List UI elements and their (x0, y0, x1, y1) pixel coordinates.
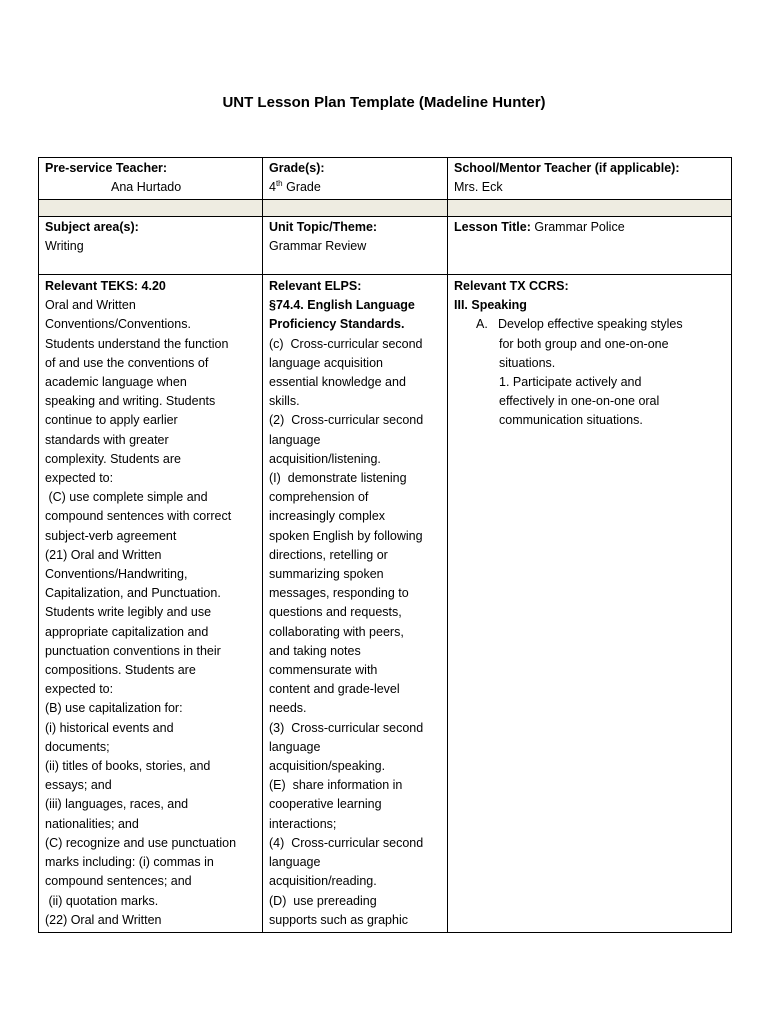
school-value: Mrs. Eck (454, 180, 503, 194)
teks-cell (39, 275, 263, 933)
elps-line: commensurate with (269, 663, 378, 678)
teks-line: of and use the conventions of (45, 355, 209, 370)
teks-line: (C) recognize and use punctuation (45, 835, 237, 850)
subject-row (39, 217, 732, 275)
lesson-line (454, 218, 725, 237)
ccrs-a-line (454, 335, 725, 354)
elps-line: spoken English by following (269, 528, 423, 543)
teks-line: continue to apply earlier (45, 413, 178, 428)
elps-line: questions and requests, (269, 605, 402, 620)
teks-line: essays; and (45, 778, 112, 793)
teks-line: compositions. Students are (45, 663, 196, 678)
unit-value: Grammar Review (269, 239, 367, 253)
ccrs-heading: III. Speaking (454, 298, 527, 313)
teks-line: (ii) quotation marks. (45, 893, 159, 908)
lesson-plan-table (38, 157, 732, 933)
header-row (39, 158, 732, 200)
elps-line: acquisition/listening. (269, 451, 381, 466)
page-title: UNT Lesson Plan Template (Madeline Hunter) (222, 94, 546, 111)
ccrs-a-line (454, 315, 725, 334)
teks-line: academic language when (45, 375, 187, 390)
elps-line: language (269, 855, 321, 870)
elps-line: needs. (269, 701, 307, 716)
shaded-cell-2 (263, 200, 448, 217)
elps-line: summarizing spoken (269, 567, 384, 582)
grade-number: 4 (269, 180, 276, 194)
elps-cell (263, 275, 448, 933)
unit-label: Unit Topic/Theme: (269, 220, 378, 234)
elps-line: (4) Cross-curricular second (269, 835, 424, 850)
grade-value (269, 178, 441, 197)
subject-label: Subject area(s): (45, 220, 139, 234)
teks-line: (22) Oral and Written (45, 912, 162, 927)
shaded-cell-1 (39, 200, 263, 217)
elps-line: language (269, 432, 321, 447)
elps-line: language acquisition (269, 355, 383, 370)
teks-line: (iii) languages, races, and (45, 797, 189, 812)
elps-line: supports such as graphic (269, 912, 408, 927)
teks-line: (ii) titles of books, stories, and (45, 759, 211, 774)
ccrs-label: Relevant TX CCRS: (454, 279, 569, 293)
teks-line: appropriate capitalization and (45, 624, 209, 639)
elps-line: acquisition/speaking. (269, 759, 386, 774)
ccrs-a-marker: A. (476, 317, 488, 332)
elps-line: comprehension of (269, 490, 369, 505)
grade-cell (263, 158, 448, 200)
ccrs-sub-line: effectively in one-on-one oral (499, 394, 660, 409)
lesson-cell (448, 217, 732, 275)
ccrs-a-line (454, 354, 725, 373)
elps-line: (D) use prereading (269, 893, 377, 908)
school-cell (448, 158, 732, 200)
elps-line: §74.4. English Language (269, 298, 415, 313)
grade-label: Grade(s): (269, 161, 325, 175)
elps-line: interactions; (269, 816, 337, 831)
teks-line: expected to: (45, 682, 114, 697)
elps-line: language (269, 739, 321, 754)
teacher-cell (39, 158, 263, 200)
teks-line: standards with greater (45, 432, 169, 447)
elps-line: messages, responding to (269, 586, 409, 601)
unit-cell (263, 217, 448, 275)
teks-line: (C) use complete simple and (45, 490, 208, 505)
elps-line: (2) Cross-curricular second (269, 413, 424, 428)
teks-line: speaking and writing. Students (45, 394, 216, 409)
elps-line: collaborating with peers, (269, 624, 404, 639)
ccrs-sub-line: communication situations. (499, 413, 643, 428)
teks-line: Capitalization, and Punctuation. (45, 586, 221, 601)
elps-line: (I) demonstrate listening (269, 471, 407, 486)
ccrs-sub-line: 1. Participate actively and (499, 375, 642, 390)
teks-line: punctuation conventions in their (45, 643, 221, 658)
elps-line: increasingly complex (269, 509, 386, 524)
teacher-name: Ana Hurtado (111, 180, 182, 194)
teks-line: complexity. Students are (45, 451, 181, 466)
elps-line: essential knowledge and (269, 375, 406, 390)
elps-line: acquisition/reading. (269, 874, 377, 889)
elps-line: cooperative learning (269, 797, 382, 812)
shaded-cell-3 (448, 200, 732, 217)
teks-line: documents; (45, 739, 110, 754)
teks-line: Students understand the function (45, 336, 229, 351)
elps-line: skills. (269, 394, 300, 409)
teks-line: Oral and Written (45, 298, 136, 313)
subject-cell (39, 217, 263, 275)
subject-value: Writing (45, 239, 84, 253)
teks-line: Students write legibly and use (45, 605, 212, 620)
teks-line: marks including: (i) commas in (45, 855, 214, 870)
ccrs-subitem (454, 373, 725, 431)
teacher-label: Pre-service Teacher: (45, 161, 168, 175)
teks-line: (21) Oral and Written (45, 547, 162, 562)
elps-line: (E) share information in (269, 778, 403, 793)
lesson-label: Lesson Title: (454, 220, 531, 234)
elps-line: (c) Cross-curricular second (269, 336, 423, 351)
ccrs-cell (448, 275, 732, 933)
lesson-value: Grammar Police (530, 220, 625, 234)
teks-line: compound sentences; and (45, 874, 192, 889)
teks-line: (i) historical events and (45, 720, 174, 735)
elps-line: and taking notes (269, 643, 361, 658)
elps-line: content and grade-level (269, 682, 400, 697)
teks-line: nationalities; and (45, 816, 139, 831)
elps-line: directions, retelling or (269, 547, 388, 562)
ccrs-a-text: Develop effective speaking styles (498, 317, 683, 332)
elps-line: Relevant ELPS: (269, 279, 362, 293)
teks-line: expected to: (45, 471, 114, 486)
ccrs-a-text: for both group and one-on-one (499, 336, 669, 351)
teks-line: compound sentences with correct (45, 509, 232, 524)
grade-word: Grade (282, 180, 321, 194)
ccrs-a-text: situations. (499, 355, 556, 370)
teks-line: subject-verb agreement (45, 528, 177, 543)
elps-line: Proficiency Standards. (269, 317, 405, 332)
grade-suffix: th (275, 178, 283, 188)
shaded-spacer-row (39, 200, 732, 217)
teks-line: (B) use capitalization for: (45, 701, 183, 716)
school-label: School/Mentor Teacher (if applicable): (454, 161, 680, 175)
teks-line: Conventions/Conventions. (45, 317, 191, 332)
standards-row (39, 275, 732, 933)
teks-line: Conventions/Handwriting, (45, 567, 188, 582)
ccrs-item-a (454, 315, 725, 373)
elps-line: (3) Cross-curricular second (269, 720, 424, 735)
teks-line: Relevant TEKS: 4.20 (45, 279, 166, 293)
